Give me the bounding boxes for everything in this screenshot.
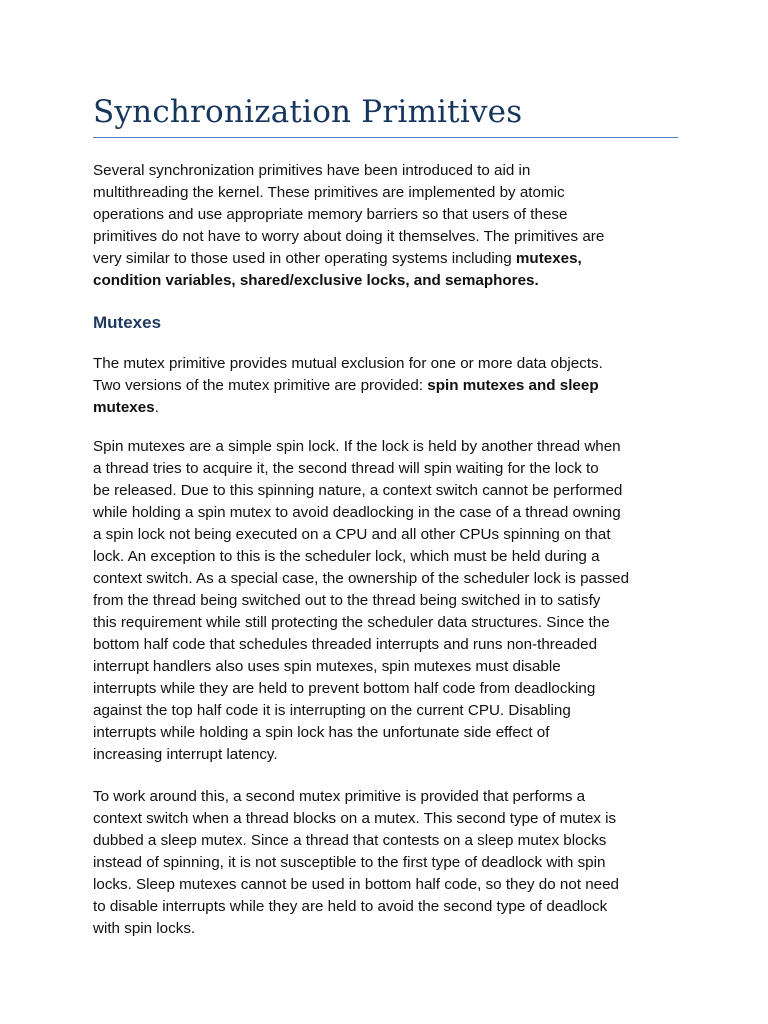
intro-line: Several synchronization primitives have been introduced to aid in [93,162,531,179]
intro-bold-terms: condition variables, shared/exclusive locks, and semaphores. [93,272,539,289]
spin-mutex-paragraph [93,436,683,766]
spin-line: against the top half code it is interrupting on the current CPU. Disabling [93,702,571,719]
spin-line: increasing interrupt latency. [93,746,278,763]
sleep-line: dubbed a sleep mutex. Since a thread that contests on a sleep mutex blocks [93,832,607,849]
spin-line: lock. An exception to this is the scheduler lock, which must be held during a [93,548,600,565]
sleep-line: with spin locks. [93,920,196,937]
spin-line: context switch. As a special case, the ownership of the scheduler lock is passed [93,570,630,587]
intro-paragraph [93,160,683,292]
sleep-line: To work around this, a second mutex primitive is provided that performs a [93,788,586,805]
mutex-intro-line: The mutex primitive provides mutual exclusion for one or more data objects. [93,355,603,372]
mutex-intro-bold: spin mutexes and sleep [427,377,599,394]
spin-line: while holding a spin mutex to avoid deadlocking in the case of a thread owning [93,504,621,521]
spin-line: a spin lock not being executed on a CPU and all other CPUs spinning on that [93,526,611,543]
mutex-intro-bold: mutexes [93,399,155,416]
intro-line [93,270,683,292]
intro-line: primitives do not have to worry about doing it themselves. The primitives are [93,228,605,245]
sleep-line: locks. Sleep mutexes cannot be used in bottom half code, so they do not need [93,876,619,893]
sleep-line: context switch when a thread blocks on a mutex. This second type of mutex is [93,810,617,827]
intro-line: operations and use appropriate memory barriers so that users of these [93,206,568,223]
mutex-intro-line [93,375,683,397]
title-underline-rule [93,137,678,138]
spin-line: interrupts while holding a spin lock has the unfortunate side effect of [93,724,550,741]
intro-line-text: very similar to those used in other operating systems including [93,250,516,267]
intro-line: multithreading the kernel. These primitives are implemented by atomic [93,184,565,201]
spin-line: interrupt handlers also uses spin mutexes, spin mutexes must disable [93,658,561,675]
mutex-intro-text: Two versions of the mutex primitive are provided: [93,377,428,394]
intro-bold-term: mutexes, [515,250,582,267]
sleep-mutex-paragraph [93,786,683,940]
mutex-intro-period: . [154,399,159,416]
spin-line: from the thread being switched out to the thread being switched in to satisfy [93,592,601,609]
spin-line: be released. Due to this spinning nature, a context switch cannot be performed [93,482,623,499]
sleep-line: instead of spinning, it is not susceptible to the first type of deadlock with spin [93,854,606,871]
mutex-intro-paragraph [93,353,683,419]
spin-line: this requirement while still protecting the scheduler data structures. Since the [93,614,610,631]
spin-line: interrupts while they are held to prevent bottom half code from deadlocking [93,680,596,697]
intro-line [93,248,683,270]
section-heading-mutexes: Mutexes [93,313,162,332]
spin-line: bottom half code that schedules threaded interrupts and runs non-threaded [93,636,598,653]
mutex-intro-line [93,397,683,419]
sleep-line: to disable interrupts while they are held to avoid the second type of deadlock [93,898,608,915]
spin-line: a thread tries to acquire it, the second thread will spin waiting for the lock to [93,460,599,477]
page-title: Synchronization Primitives [93,94,523,130]
spin-line: Spin mutexes are a simple spin lock. If the lock is held by another thread when [93,438,621,455]
